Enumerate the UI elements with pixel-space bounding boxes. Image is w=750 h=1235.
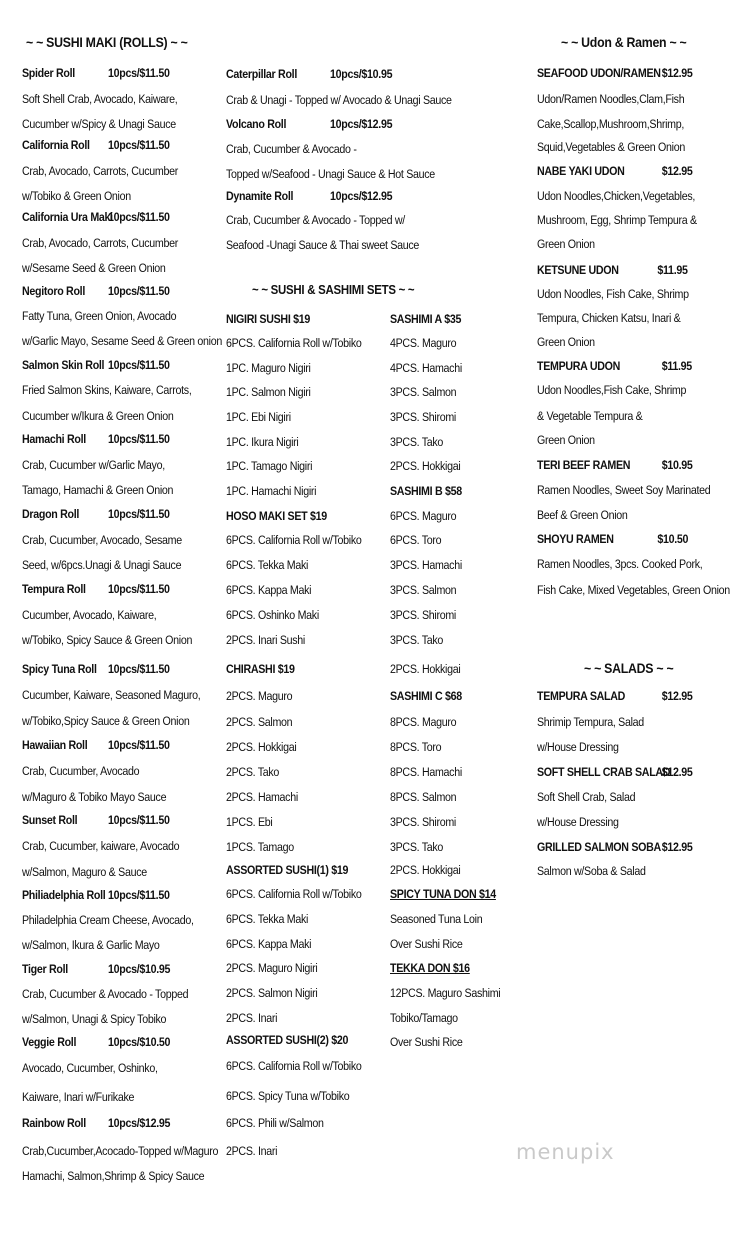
- set-line: 6PCS. Toro: [390, 533, 442, 547]
- set-line: 4PCS. Maguro: [390, 336, 457, 350]
- item-desc: Cucumber, Avocado, Kaiware,: [22, 608, 157, 622]
- item-price: $10.95: [661, 458, 693, 472]
- item-desc: Green Onion: [537, 433, 595, 447]
- item-price: 10pcs/$10.50: [108, 1035, 171, 1049]
- set-line: 2PCS. Hokkigai: [226, 740, 297, 754]
- set-line: 6PCS. Oshinko Maki: [226, 608, 319, 622]
- set-line: Over Sushi Rice: [390, 937, 463, 951]
- set-line: 3PCS. Shiromi: [390, 815, 456, 829]
- set-line: 6PCS. Spicy Tuna w/Tobiko: [226, 1089, 350, 1103]
- item-desc: Tamago, Hamachi & Green Onion: [22, 483, 174, 497]
- set-line: 3PCS. Shiromi: [390, 410, 456, 424]
- set-title: SASHIMI B $58: [390, 484, 462, 498]
- item-name: Caterpillar Roll: [226, 67, 297, 81]
- item-desc: Tempura, Chicken Katsu, Inari &: [537, 311, 681, 325]
- item-desc: Ramen Noodles, Sweet Soy Marinated: [537, 483, 711, 497]
- item-desc: Fatty Tuna, Green Onion, Avocado: [22, 309, 177, 323]
- set-line: Seasoned Tuna Loin: [390, 912, 483, 926]
- item-price: $11.95: [657, 263, 688, 277]
- set-line: 6PCS. California Roll w/Tobiko: [226, 533, 362, 547]
- set-title: ASSORTED SUSHI(2) $20: [226, 1033, 349, 1047]
- item-price: 10pcs/$12.95: [108, 1116, 171, 1130]
- set-line: 6PCS. California Roll w/Tobiko: [226, 887, 362, 901]
- set-line: 2PCS. Hamachi: [226, 790, 298, 804]
- item-desc: Crab, Cucumber, kaiware, Avocado: [22, 839, 180, 853]
- set-line: 1PC. Tamago Nigiri: [226, 459, 313, 473]
- set-line: 3PCS. Tako: [390, 840, 444, 854]
- item-desc: w/Maguro & Tobiko Mayo Sauce: [22, 790, 167, 804]
- item-price: $11.95: [661, 359, 692, 373]
- set-line: 3PCS. Hamachi: [390, 558, 462, 572]
- item-name: Dynamite Roll: [226, 189, 294, 203]
- item-desc: Crab & Unagi - Topped w/ Avocado & Unagi Sauce: [226, 93, 452, 107]
- maki-heading: ~ ~ SUSHI MAKI (ROLLS) ~ ~: [26, 34, 188, 50]
- item-name: Negitoro Roll: [22, 284, 85, 298]
- item-desc: w/Garlic Mayo, Sesame Seed & Green onion: [22, 334, 223, 348]
- watermark: menupix: [516, 1140, 615, 1164]
- salads-heading: ~ ~ SALADS ~ ~: [584, 660, 674, 676]
- item-desc: Crab, Cucumber, Avocado, Sesame: [22, 533, 182, 547]
- item-desc: Cucumber w/Spicy & Unagi Sauce: [22, 117, 176, 131]
- item-desc: Mushroom, Egg, Shrimp Tempura &: [537, 213, 697, 227]
- item-desc: Shrimip Tempura, Salad: [537, 715, 644, 729]
- item-desc: Crab, Avocado, Carrots, Cucumber: [22, 236, 179, 250]
- item-name: Rainbow Roll: [22, 1116, 86, 1130]
- item-desc: Hamachi, Salmon,Shrimp & Spicy Sauce: [22, 1169, 205, 1183]
- item-desc: Green Onion: [537, 335, 595, 349]
- item-name: SHOYU RAMEN: [537, 532, 614, 546]
- item-desc: Seafood -Unagi Sauce & Thai sweet Sauce: [226, 238, 420, 252]
- item-name: SOFT SHELL CRAB SALAD: [537, 765, 671, 779]
- udon-heading: ~ ~ Udon & Ramen ~ ~: [561, 34, 687, 50]
- item-price: 10pcs/$11.50: [108, 210, 170, 224]
- set-line: 1PCS. Tamago: [226, 840, 294, 854]
- item-desc: & Vegetable Tempura &: [537, 409, 643, 423]
- item-name: TEMPURA SALAD: [537, 689, 626, 703]
- item-desc: Udon/Ramen Noodles,Clam,Fish: [537, 92, 685, 106]
- set-title: SASHIMI A $35: [390, 312, 462, 326]
- set-line: 12PCS. Maguro Sashimi: [390, 986, 501, 1000]
- set-line: 1PCS. Ebi: [226, 815, 273, 829]
- item-price: $12.95: [661, 840, 693, 854]
- set-line: 1PC. Ebi Nigiri: [226, 410, 291, 424]
- item-desc: w/House Dressing: [537, 815, 619, 829]
- item-price: 10pcs/$11.50: [108, 813, 170, 827]
- item-price: 10pcs/$11.50: [108, 358, 170, 372]
- set-line: 2PCS. Tako: [226, 765, 280, 779]
- set-title: CHIRASHI $19: [226, 662, 295, 676]
- set-line: 2PCS. Inari Sushi: [226, 633, 305, 647]
- set-line: 3PCS. Tako: [390, 435, 444, 449]
- item-price: 10pcs/$12.95: [330, 117, 393, 131]
- item-price: 10pcs/$11.50: [108, 662, 170, 676]
- item-desc: Crab, Cucumber & Avocado - Topped: [22, 987, 189, 1001]
- item-desc: Salmon w/Soba & Salad: [537, 864, 646, 878]
- item-price: 10pcs/$11.50: [108, 432, 170, 446]
- set-line: 6PCS. Kappa Maki: [226, 583, 312, 597]
- set-line: 3PCS. Salmon: [390, 385, 457, 399]
- set-line: 2PCS. Maguro Nigiri: [226, 961, 318, 975]
- item-name: Spider Roll: [22, 66, 75, 80]
- item-desc: Avocado, Cucumber, Oshinko,: [22, 1061, 158, 1075]
- set-line: 2PCS. Salmon: [226, 715, 293, 729]
- item-desc: w/Salmon, Unagi & Spicy Tobiko: [22, 1012, 167, 1026]
- set-line: 2PCS. Maguro: [226, 689, 293, 703]
- item-desc: w/Tobiko & Green Onion: [22, 189, 131, 203]
- set-line: 6PCS. Phili w/Salmon: [226, 1116, 324, 1130]
- set-line: 6PCS. California Roll w/Tobiko: [226, 336, 362, 350]
- item-name: California Roll: [22, 138, 90, 152]
- set-line: Tobiko/Tamago: [390, 1011, 458, 1025]
- item-price: $12.95: [661, 66, 693, 80]
- item-name: KETSUNE UDON: [537, 263, 619, 277]
- set-line: 1PC. Salmon Nigiri: [226, 385, 311, 399]
- item-desc: Udon Noodles,Fish Cake, Shrimp: [537, 383, 687, 397]
- sets-heading: ~ ~ SUSHI & SASHIMI SETS ~ ~: [252, 282, 415, 297]
- item-price: 10pcs/$12.95: [330, 189, 393, 203]
- set-line: 2PCS. Hokkigai: [390, 863, 461, 877]
- item-price: 10pcs/$11.50: [108, 738, 170, 752]
- set-title: ASSORTED SUSHI(1) $19: [226, 863, 349, 877]
- item-desc: w/Tobiko, Spicy Sauce & Green Onion: [22, 633, 193, 647]
- item-price: $12.95: [661, 164, 693, 178]
- set-line: 2PCS. Inari: [226, 1144, 278, 1158]
- item-desc: w/Sesame Seed & Green Onion: [22, 261, 166, 275]
- item-desc: Cake,Scallop,Mushroom,Shrimp,: [537, 117, 685, 131]
- item-desc: Cucumber w/Ikura & Green Onion: [22, 409, 174, 423]
- item-desc: Philadelphia Cream Cheese, Avocado,: [22, 913, 194, 927]
- item-price: 10pcs/$10.95: [330, 67, 393, 81]
- item-name: Philiadelphia Roll: [22, 888, 106, 902]
- item-price: 10pcs/$11.50: [108, 888, 170, 902]
- set-title: SASHIMI C $68: [390, 689, 462, 703]
- item-desc: Cucumber, Kaiware, Seasoned Maguro,: [22, 688, 201, 702]
- item-name: Tiger Roll: [22, 962, 68, 976]
- item-desc: w/Salmon, Maguro & Sauce: [22, 865, 147, 879]
- item-desc: Seed, w/6pcs.Unagi & Unagi Sauce: [22, 558, 182, 572]
- item-price: 10pcs/$11.50: [108, 66, 170, 80]
- item-name: Sunset Roll: [22, 813, 78, 827]
- item-desc: Beef & Green Onion: [537, 508, 628, 522]
- item-desc: Udon Noodles,Chicken,Vegetables,: [537, 189, 696, 203]
- set-line: 3PCS. Shiromi: [390, 608, 456, 622]
- set-line: 2PCS. Inari: [226, 1011, 278, 1025]
- item-desc: w/Tobiko,Spicy Sauce & Green Onion: [22, 714, 190, 728]
- set-title: SPICY TUNA DON $14: [390, 887, 496, 901]
- item-name: TEMPURA UDON: [537, 359, 621, 373]
- item-desc: Soft Shell Crab, Salad: [537, 790, 636, 804]
- set-line: 1PC. Hamachi Nigiri: [226, 484, 317, 498]
- item-desc: Crab, Avocado, Carrots, Cucumber: [22, 164, 179, 178]
- set-line: 6PCS. Kappa Maki: [226, 937, 312, 951]
- item-desc: Fried Salmon Skins, Kaiware, Carrots,: [22, 383, 192, 397]
- item-desc: Fish Cake, Mixed Vegetables, Green Onion: [537, 583, 730, 597]
- item-price: 10pcs/$10.95: [108, 962, 171, 976]
- item-name: Dragon Roll: [22, 507, 80, 521]
- item-name: Salmon Skin Roll: [22, 358, 105, 372]
- set-title: HOSO MAKI SET $19: [226, 509, 327, 523]
- set-line: 2PCS. Hokkigai: [390, 662, 461, 676]
- item-name: Veggie Roll: [22, 1035, 77, 1049]
- set-line: 2PCS. Salmon Nigiri: [226, 986, 318, 1000]
- set-line: 1PC. Ikura Nigiri: [226, 435, 299, 449]
- item-desc: Kaiware, Inari w/Furikake: [22, 1090, 135, 1104]
- set-line: 8PCS. Toro: [390, 740, 442, 754]
- item-price: $12.95: [661, 689, 693, 703]
- set-line: 8PCS. Maguro: [390, 715, 457, 729]
- item-price: $10.50: [657, 532, 689, 546]
- set-line: 4PCS. Hamachi: [390, 361, 462, 375]
- set-line: 6PCS. Tekka Maki: [226, 912, 309, 926]
- item-name: SEAFOOD UDON/RAMEN: [537, 66, 661, 80]
- set-line: 6PCS. California Roll w/Tobiko: [226, 1059, 362, 1073]
- set-line: 3PCS. Tako: [390, 633, 444, 647]
- set-title: NIGIRI SUSHI $19: [226, 312, 311, 326]
- item-desc: Crab, Cucumber, Avocado: [22, 764, 140, 778]
- item-desc: Crab, Cucumber w/Garlic Mayo,: [22, 458, 165, 472]
- item-desc: Crab,Cucumber,Acocado-Topped w/Maguro: [22, 1144, 219, 1158]
- set-line: 8PCS. Hamachi: [390, 765, 462, 779]
- item-price: 10pcs/$11.50: [108, 138, 170, 152]
- item-name: NABE YAKI UDON: [537, 164, 625, 178]
- item-desc: Squid,Vegetables & Green Onion: [537, 140, 685, 154]
- item-price: 10pcs/$11.50: [108, 582, 170, 596]
- item-desc: Ramen Noodles, 3pcs. Cooked Pork,: [537, 557, 703, 571]
- item-desc: Soft Shell Crab, Avocado, Kaiware,: [22, 92, 178, 106]
- item-name: GRILLED SALMON SOBA: [537, 840, 661, 854]
- item-name: TERI BEEF RAMEN: [537, 458, 631, 472]
- item-desc: Crab, Cucumber & Avocado -: [226, 142, 357, 156]
- item-name: Spicy Tuna Roll: [22, 662, 97, 676]
- set-line: 6PCS. Maguro: [390, 509, 457, 523]
- item-desc: w/Salmon, Ikura & Garlic Mayo: [22, 938, 160, 952]
- set-line: Over Sushi Rice: [390, 1035, 463, 1049]
- set-line: 6PCS. Tekka Maki: [226, 558, 309, 572]
- item-price: 10pcs/$11.50: [108, 284, 170, 298]
- item-desc: Green Onion: [537, 237, 595, 251]
- set-title: TEKKA DON $16: [390, 961, 470, 975]
- item-name: Hawaiian Roll: [22, 738, 88, 752]
- item-price: $12.95: [661, 765, 693, 779]
- item-name: Hamachi Roll: [22, 432, 86, 446]
- item-name: Volcano Roll: [226, 117, 287, 131]
- set-line: 8PCS. Salmon: [390, 790, 457, 804]
- set-line: 1PC. Maguro Nigiri: [226, 361, 311, 375]
- item-name: Tempura Roll: [22, 582, 86, 596]
- item-desc: w/House Dressing: [537, 740, 619, 754]
- item-desc: Crab, Cucumber & Avocado - Topped w/: [226, 213, 405, 227]
- item-name: California Ura Maki: [22, 210, 113, 224]
- item-price: 10pcs/$11.50: [108, 507, 170, 521]
- item-desc: Topped w/Seafood - Unagi Sauce & Hot Sauce: [226, 167, 435, 181]
- set-line: 3PCS. Salmon: [390, 583, 457, 597]
- item-desc: Udon Noodles, Fish Cake, Shrimp: [537, 287, 689, 301]
- set-line: 2PCS. Hokkigai: [390, 459, 461, 473]
